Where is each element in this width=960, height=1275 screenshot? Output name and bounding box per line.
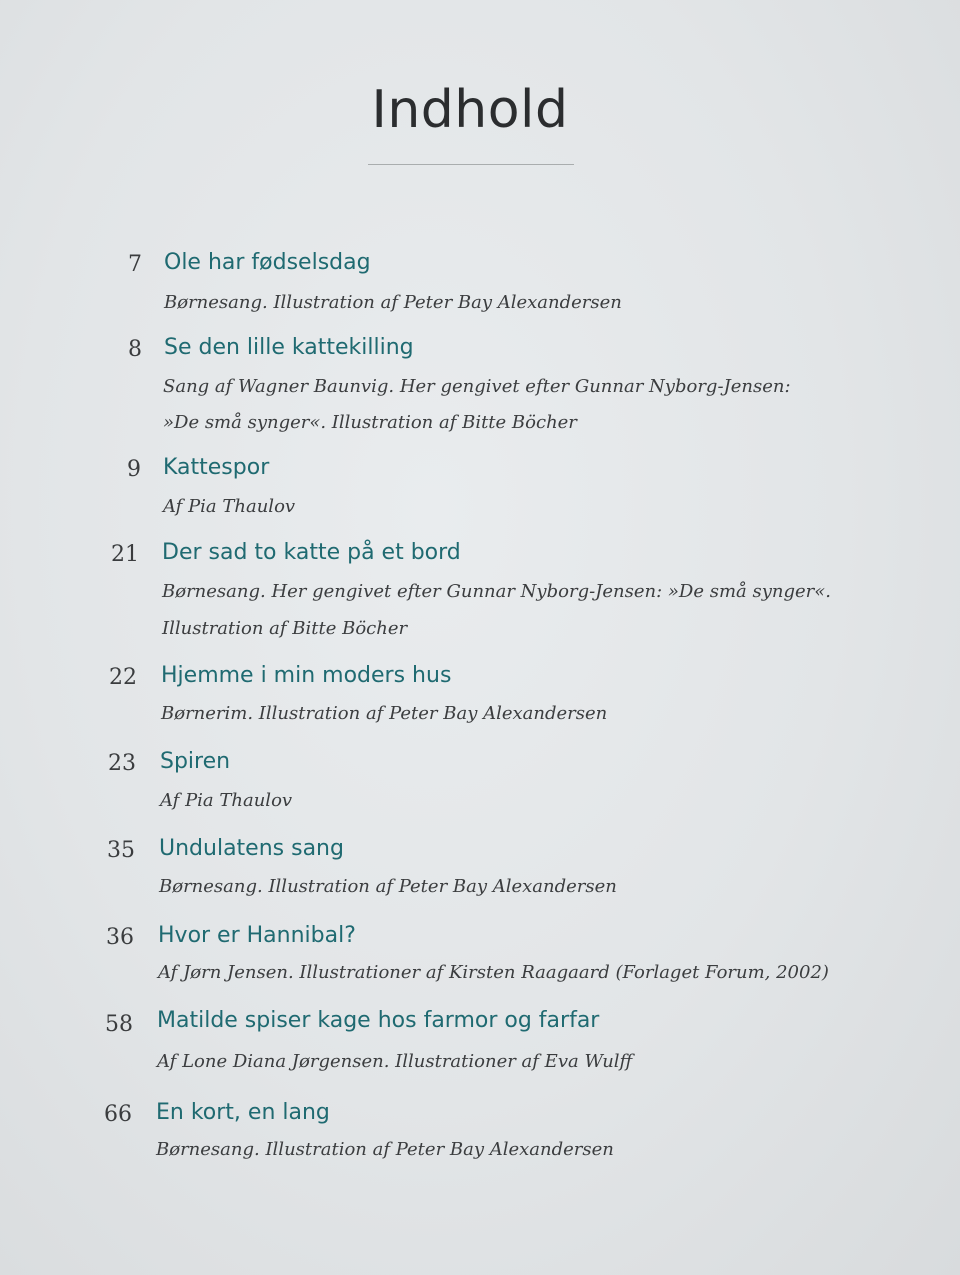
entry-title: Hjemme i min moders hus	[161, 663, 452, 688]
entry-page-number: 36	[106, 925, 134, 950]
entry-credit: Børnesang. Illustration af Peter Bay Alexandersen	[156, 1139, 614, 1160]
entry-credit: Illustration af Bitte Böcher	[162, 618, 408, 639]
entry-title: Undulatens sang	[159, 836, 344, 861]
entry-credit: »De små synger«. Illustration af Bitte Böcher	[163, 412, 577, 433]
entry-title: Spiren	[160, 749, 231, 774]
entry-title: Ole har fødselsdag	[164, 250, 371, 275]
entry-page-number: 9	[127, 457, 141, 482]
entry-title: En kort, en lang	[156, 1100, 330, 1125]
entry-credit: Børnerim. Illustration af Peter Bay Alexandersen	[161, 703, 608, 724]
title-divider	[368, 164, 574, 165]
entry-page-number: 8	[128, 337, 142, 362]
entry-credit: Sang af Wagner Baunvig. Her gengivet efter Gunnar Nyborg-Jensen:	[163, 376, 791, 397]
entry-page-number: 23	[108, 751, 136, 776]
entry-credit: Af Jørn Jensen. Illustrationer af Kirsten Raagaard (Forlaget Forum, 2002)	[158, 962, 829, 983]
entry-title: Der sad to katte på et bord	[162, 540, 461, 565]
entry-title: Hvor er Hannibal?	[158, 923, 356, 948]
entry-title: Se den lille kattekilling	[164, 335, 414, 360]
entry-credit: Børnesang. Her gengivet efter Gunnar Nyborg-Jensen: »De små synger«.	[162, 581, 831, 602]
entry-page-number: 21	[111, 542, 139, 567]
entry-credit: Af Lone Diana Jørgensen. Illustrationer af Eva Wulff	[157, 1051, 633, 1072]
entry-credit: Børnesang. Illustration af Peter Bay Alexandersen	[164, 292, 622, 313]
entry-page-number: 7	[128, 252, 142, 277]
entry-credit: Af Pia Thaulov	[163, 496, 296, 517]
entry-credit: Af Pia Thaulov	[160, 790, 293, 811]
entry-page-number: 58	[105, 1012, 133, 1037]
entry-credit: Børnesang. Illustration af Peter Bay Alexandersen	[159, 876, 617, 897]
entry-page-number: 22	[109, 665, 137, 690]
page-title: Indhold	[371, 80, 569, 140]
entry-page-number: 66	[104, 1102, 132, 1127]
entry-title: Matilde spiser kage hos farmor og farfar	[157, 1008, 600, 1033]
entry-title: Kattespor	[163, 455, 270, 480]
entry-page-number: 35	[107, 838, 135, 863]
